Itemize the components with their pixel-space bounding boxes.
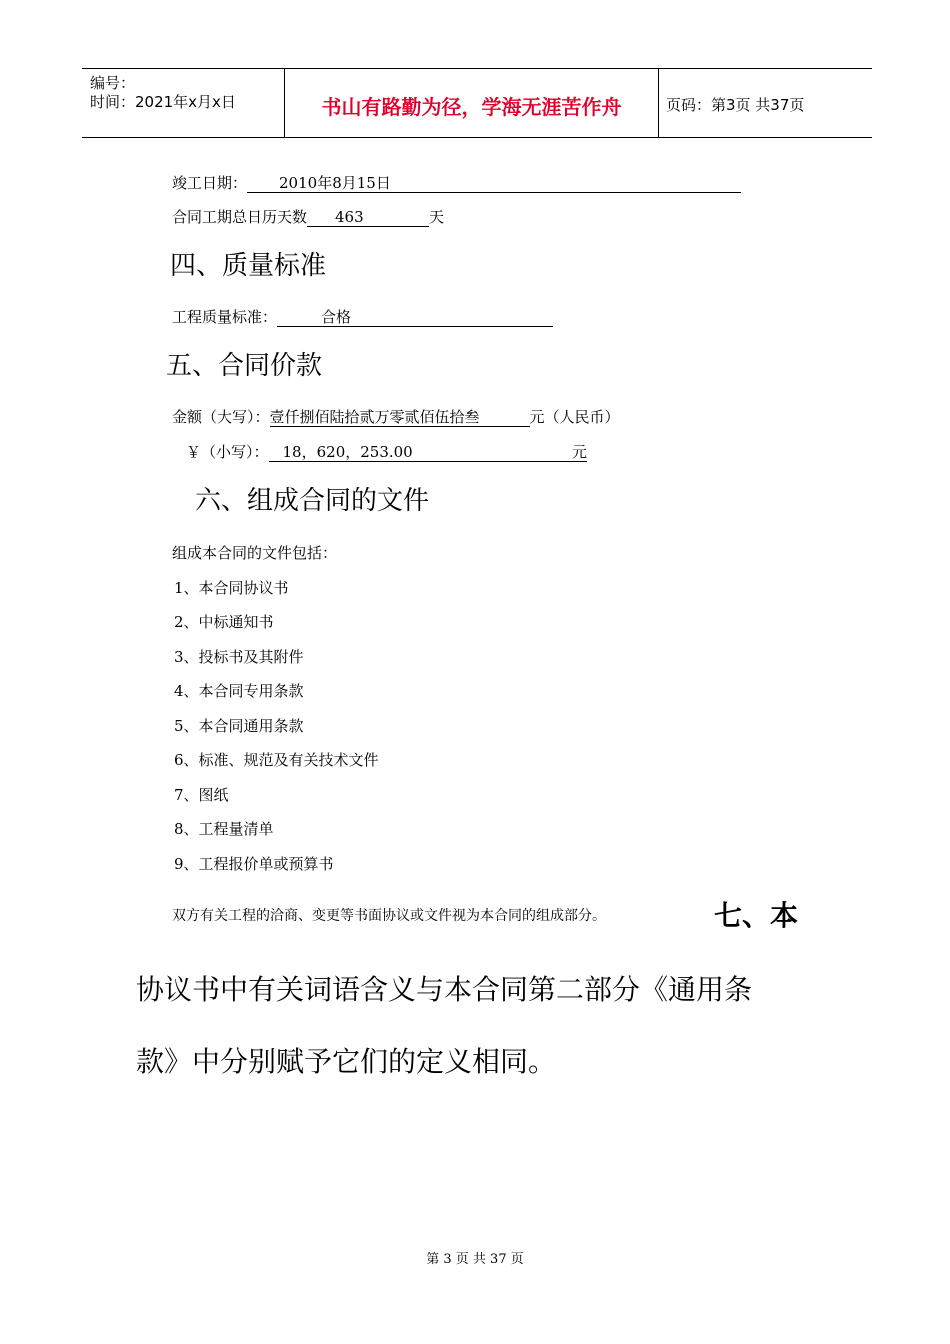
duration-line (172, 206, 444, 227)
amount-small-unit: 元 (572, 443, 588, 461)
section5-title: 五、合同价款 (166, 351, 323, 381)
amount-label: 金额（大写）： (172, 408, 270, 426)
list-item: 6、标准、规范及有关技术文件 (174, 751, 379, 769)
list-item: 9、工程报价单或预算书 (174, 855, 334, 873)
amount-unit: 元（人民币） (529, 408, 620, 426)
amount-words: 壹仟捌佰陆拾贰万零贰佰伍拾叁 (270, 409, 530, 427)
duration-label: 合同工期总日历天数 (172, 208, 308, 226)
section6-closing: 双方有关工程的洽商、变更等书面协议或文件视为本合同的组成部分。 (172, 908, 606, 924)
time-label: 时间：2021年x月x日 (90, 93, 236, 111)
quality-label: 工程质量标准： (172, 308, 278, 326)
section7-line3: 款》中分别赋予它们的定义相同。 (136, 1045, 557, 1078)
list-item: 8、工程量清单 (174, 820, 274, 838)
page-info: 页码：第3页 共37页 (666, 96, 805, 114)
list-item: 3、投标书及其附件 (174, 648, 304, 666)
completion-date-label: 竣工日期： (172, 174, 248, 192)
amount-line (172, 406, 620, 427)
section6-intro: 组成本合同的文件包括： (172, 544, 338, 562)
number-label: 编号： (90, 74, 136, 92)
section7-lead: 七、本 (714, 899, 799, 932)
motto: 书山有路勤为径，学海无涯苦作舟 (321, 95, 622, 119)
list-item: 5、本合同通用条款 (174, 717, 304, 735)
amount-small-value-field (269, 444, 587, 462)
amount-small-label: ￥（小写）： (186, 443, 269, 461)
section4-title: 四、质量标准 (170, 251, 327, 281)
header-motto-cell (284, 69, 659, 137)
list-item: 4、本合同专用条款 (174, 682, 304, 700)
header-meta-cell (82, 69, 284, 137)
list-item: 1、本合同协议书 (174, 579, 289, 597)
list-item: 7、图纸 (174, 786, 229, 804)
completion-date-value: 2010年8月15日 (247, 175, 741, 193)
quality-line (172, 306, 553, 327)
page-header (82, 68, 872, 138)
amount-small-line (186, 441, 587, 462)
page-footer: 第 3 页 共 37 页 (426, 1252, 524, 1267)
duration-value: 463 (307, 209, 429, 227)
header-page-cell (658, 69, 872, 137)
list-item: 2、中标通知书 (174, 613, 274, 631)
quality-value: 合格 (277, 309, 553, 327)
section6-title: 六、组成合同的文件 (195, 486, 430, 516)
section7-line2: 协议书中有关词语含义与本合同第二部分《通用条 (136, 973, 753, 1006)
completion-date-line (172, 172, 741, 193)
duration-unit: 天 (429, 208, 445, 226)
amount-small-value: 18，620，253.00 (282, 443, 413, 461)
